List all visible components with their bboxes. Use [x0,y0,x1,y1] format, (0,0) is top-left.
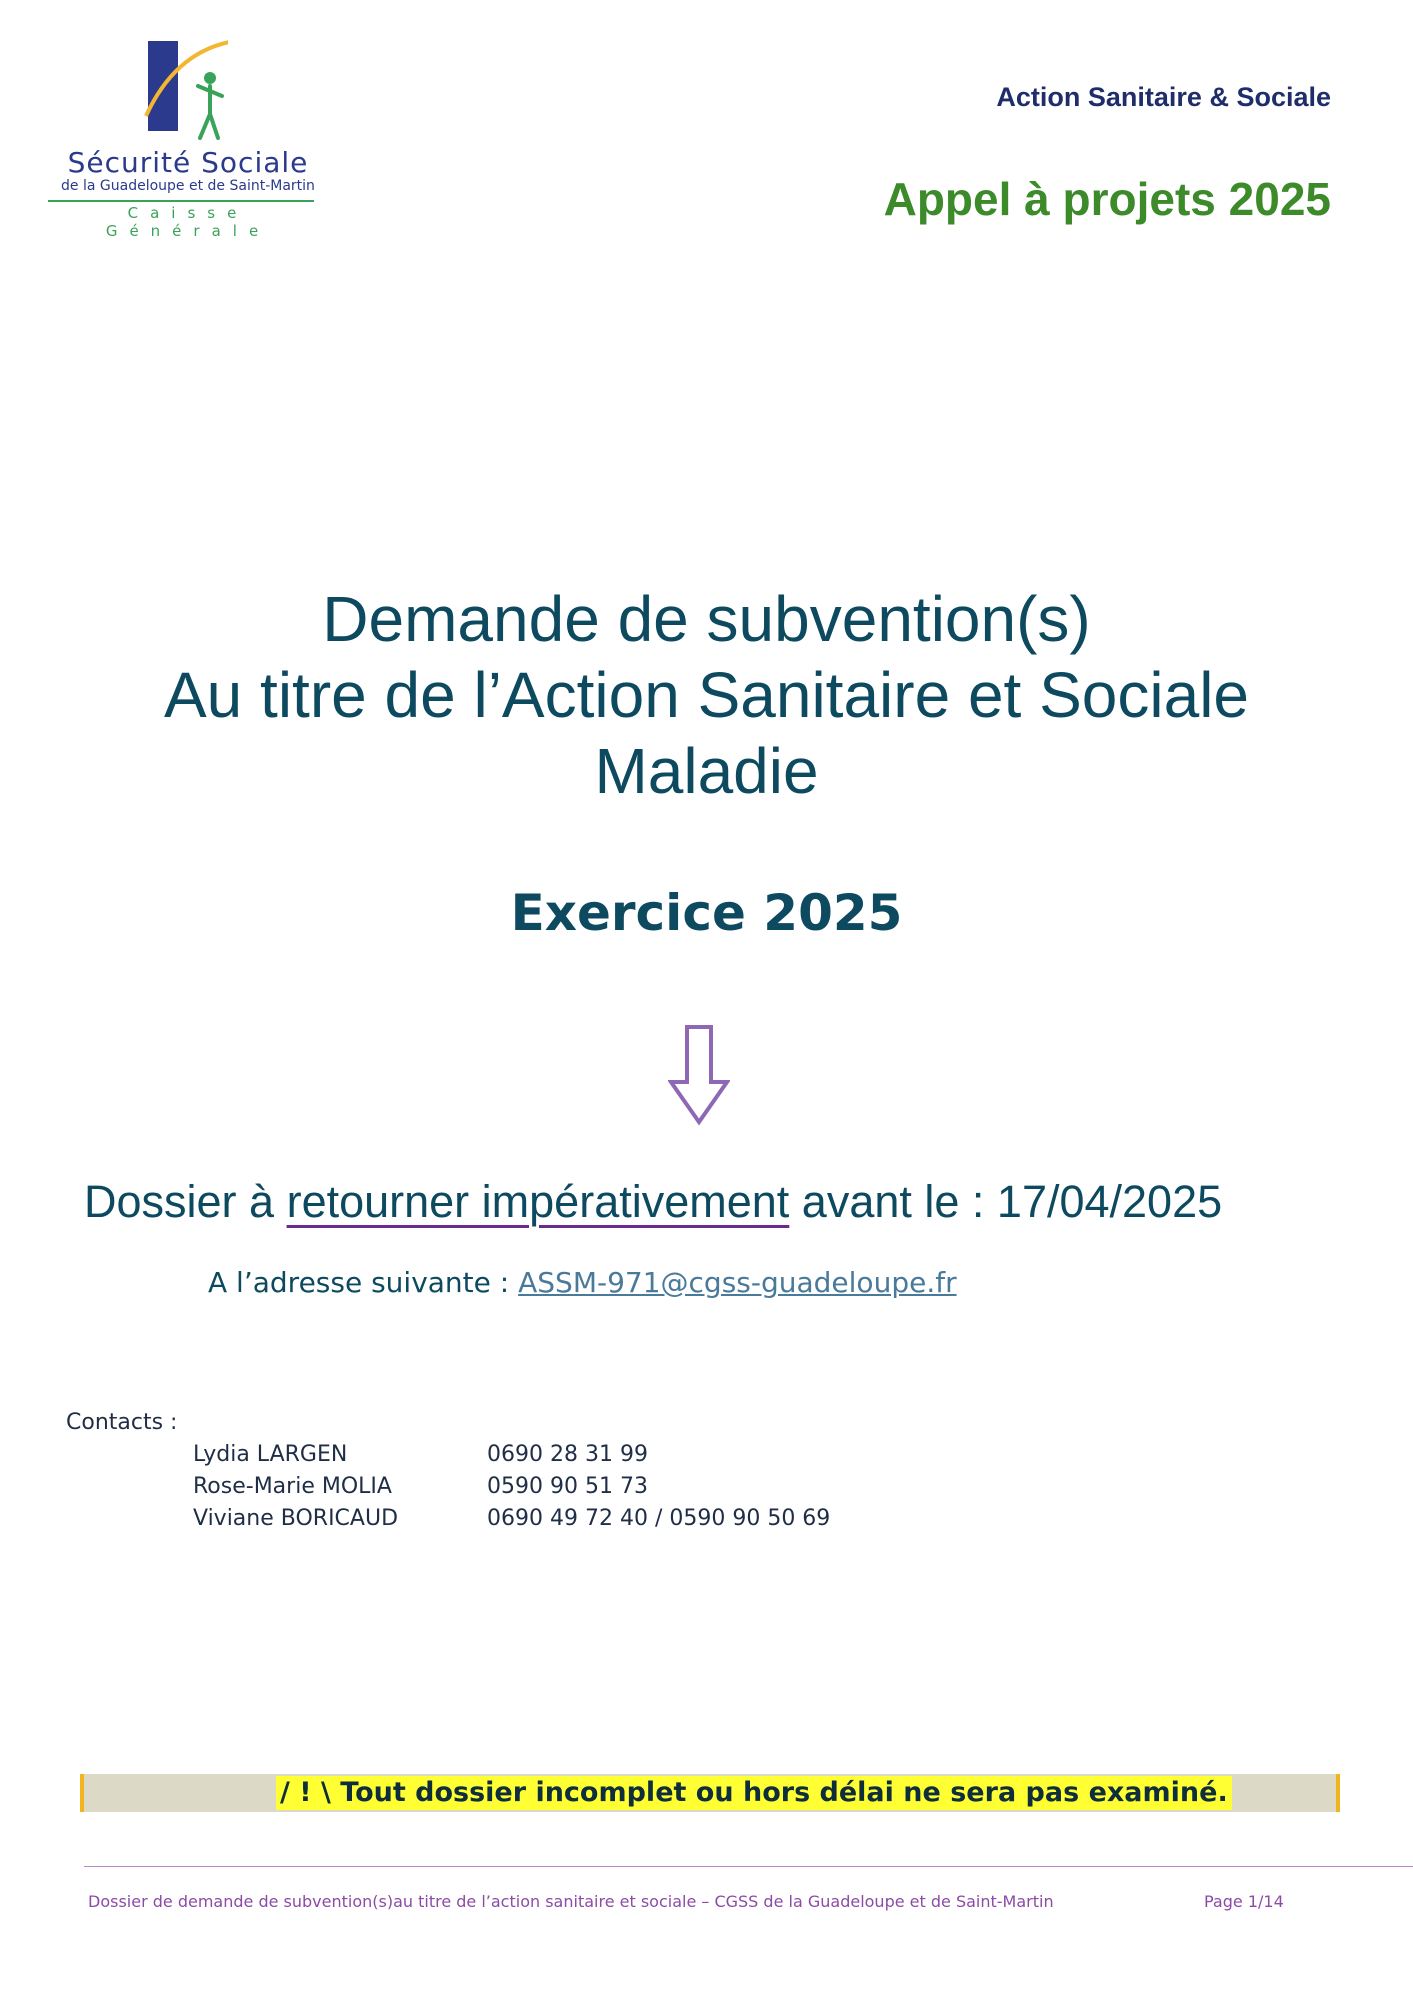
document-title-line-2: Au titre de l’Action Sanitaire et Sociale [163,659,1250,731]
logo-subtitle: de la Guadeloupe et de Saint-Martin [61,178,315,194]
email-link[interactable]: ASSM-971@cgss-guadeloupe.fr [518,1266,957,1299]
contact-name: Lydia LARGEN [193,1442,348,1467]
deadline-line [84,1176,1222,1228]
cgss-logo [48,36,328,240]
contact-phone: 0690 28 31 99 [487,1442,648,1467]
securite-sociale-logo-mark [118,36,228,146]
footer-divider [84,1866,1413,1867]
document-title-line-1: Demande de subvention(s) [322,583,1091,655]
warning-text: / ! \ Tout dossier incomplet ou hors délai ne sera pas examiné. [276,1776,1232,1810]
address-label: A l’adresse suivante : [208,1266,519,1299]
logo-caisse: Caisse Générale [105,204,271,240]
contacts-label: Contacts : [66,1410,178,1435]
page-number: Page 1/14 [1204,1892,1284,1911]
logo-title: Sécurité Sociale [67,146,309,179]
footer-text: Dossier de demande de subvention(s)au titre de l’action sanitaire et sociale – CGSS de la Guadeloupe et de Saint-Martin [88,1892,1054,1911]
contact-phone: 0590 90 51 73 [487,1474,648,1499]
service-heading: Action Sanitaire & Sociale [996,82,1331,112]
deadline-emphasis: retourner impérativement [286,1176,790,1227]
exercice-heading: Exercice 2025 [510,884,903,942]
contact-name: Viviane BORICAUD [193,1506,399,1531]
appel-heading: Appel à projets 2025 [883,173,1331,225]
contact-phone: 0690 49 72 40 / 0590 90 50 69 [487,1506,831,1531]
address-line [208,1266,957,1299]
document-title-line-3: Maladie [594,735,819,807]
contact-name: Rose-Marie MOLIA [193,1474,392,1499]
down-arrow-icon [668,1024,730,1126]
deadline-prefix: Dossier à [84,1176,287,1227]
logo-divider [48,200,314,202]
deadline-suffix: avant le : 17/04/2025 [789,1176,1223,1227]
